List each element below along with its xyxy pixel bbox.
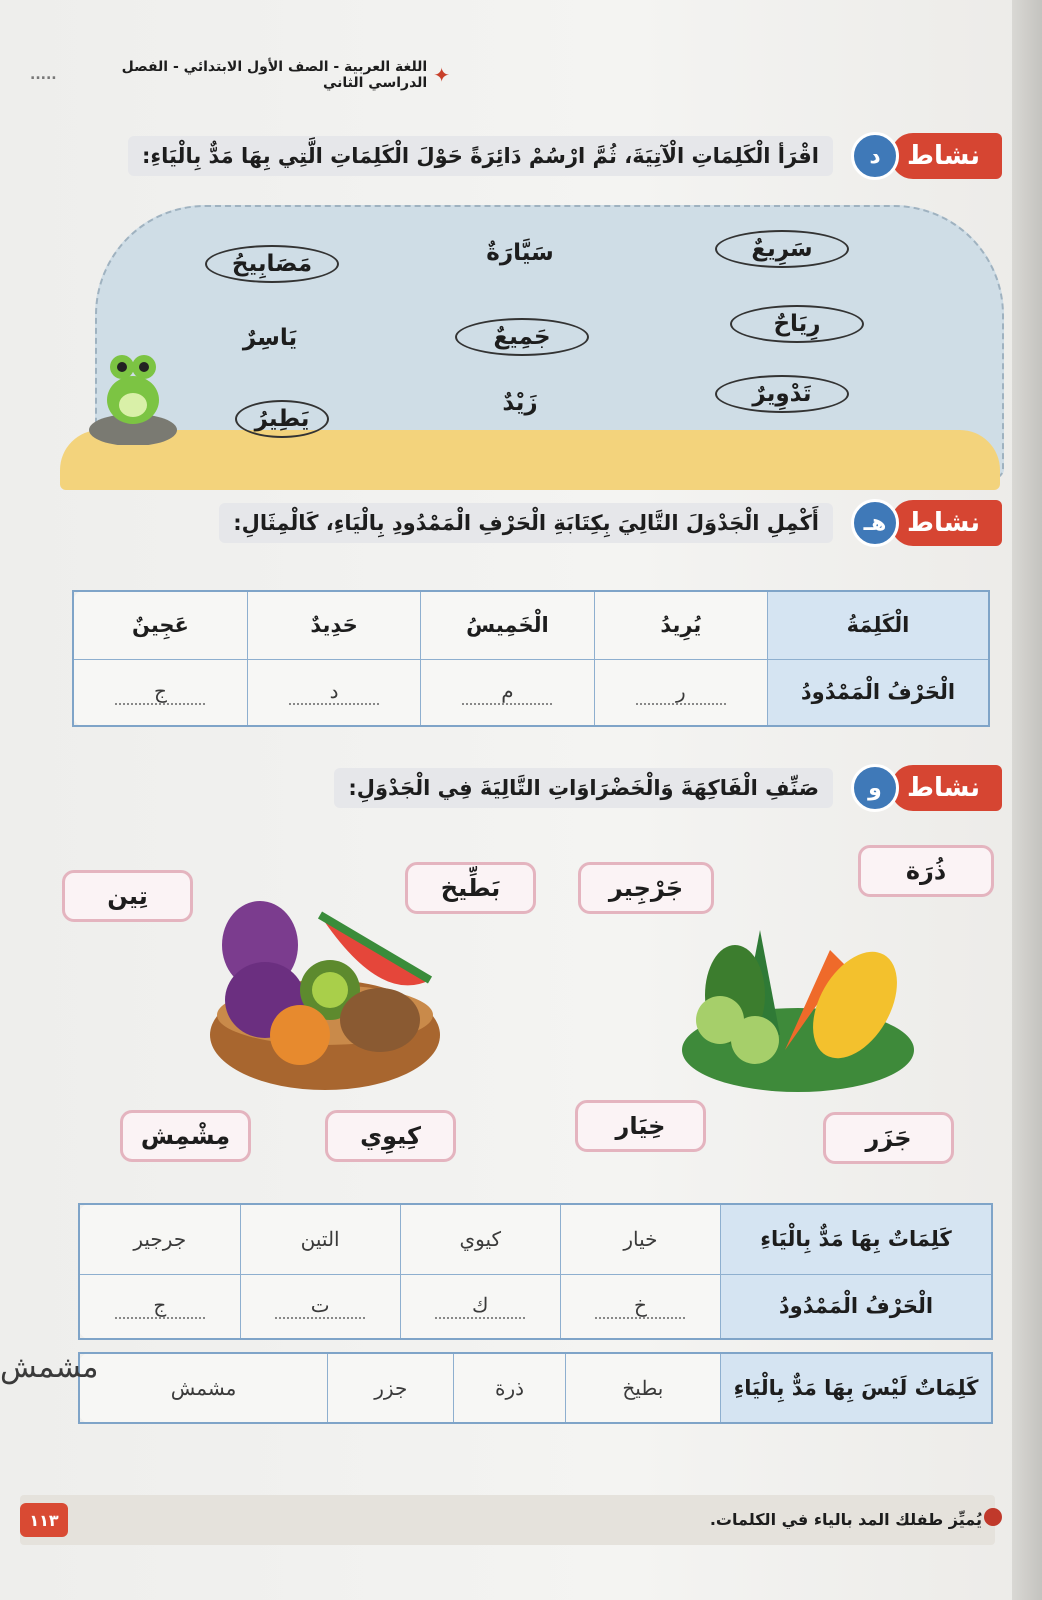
answer-cell-3[interactable] (247, 659, 420, 726)
answer-4: ج (115, 679, 205, 705)
activity-h-badge: نشاط (891, 500, 1002, 546)
answer-cell-2[interactable] (421, 659, 594, 726)
footer-note: يُميِّز طفلك المد بالياء في الكلمات. (709, 1510, 982, 1529)
label-kiwi: كِيوِي (325, 1110, 456, 1162)
row-label-letter: الْحَرْفُ الْمَمْدُودُ (768, 659, 990, 726)
label-khiyar: خِيَار (575, 1100, 706, 1152)
word-cell-2: الْخَمِيسُ (421, 591, 594, 659)
word-3[interactable]: مَصَابِيحُ (205, 245, 339, 283)
fruit-basket-icon (205, 885, 445, 1100)
no-madd-2: ذرة (495, 1376, 525, 1400)
word-2[interactable]: سَيَّارَةٌ (486, 240, 554, 266)
label-thura: ذُرَة (858, 845, 994, 897)
frog-icon (88, 345, 178, 445)
answer-3: د (289, 679, 379, 705)
word-cell-4: عَجِينٌ (73, 591, 247, 659)
word-8[interactable]: زَيْدٌ (502, 390, 538, 416)
ground-strip (60, 430, 1000, 490)
activity-w-badge: نشاط (891, 765, 1002, 811)
word-cell-1: يُرِيدُ (594, 591, 767, 659)
no-madd-1: بطيخ (622, 1376, 664, 1400)
word-9[interactable]: يَطِيرُ (235, 400, 329, 438)
answer-cell-1[interactable] (594, 659, 767, 726)
activity-d-letter: د (851, 132, 899, 180)
activity-h-instruction: أَكْمِلِ الْجَدْوَلَ التَّالِيَ بِكِتَابَةِ الْحَرْفِ الْمَمْدُودِ بِالْيَاءِ، كَالْمِثَالِ: (219, 503, 833, 543)
label-mishmish: مِشْمِش (120, 1110, 251, 1162)
label-jarjeer: جَرْجِير (578, 862, 714, 914)
label-batikh: بَطِّيخ (405, 862, 536, 914)
answer-cell-4[interactable] (73, 659, 247, 726)
letter-3: ت (275, 1293, 365, 1319)
activity-w-heading (334, 760, 1002, 816)
with-madd-2: كيوي (459, 1227, 502, 1252)
row-label-without-madd: كَلِمَاتٌ لَيْسَ بِهَا مَدٌّ بِالْيَاءِ (721, 1353, 993, 1423)
activity-d-instruction: اقْرَأ الْكَلِمَاتِ الْآتِيَةَ، ثُمَّ ارْسُمْ دَائِرَةً حَوْلَ الْكَلِمَاتِ الَّتِي بِهَا مَدٌّ بِالْيَاءِ: (128, 136, 833, 176)
letter-cell-4[interactable] (79, 1274, 240, 1339)
no-madd-cell-4[interactable] (79, 1353, 328, 1423)
word-4[interactable]: رِيَاحٌ (730, 305, 864, 343)
answer-2: م (462, 679, 552, 705)
activity-h-table (72, 590, 990, 727)
header-text: اللغة العربية - الصف الأول الابتدائي - الفصل الدراسي الثاني (121, 59, 428, 91)
activity-d-heading (128, 128, 1002, 184)
row-label-with-madd: كَلِمَاتٌ بِهَا مَدٌّ بِالْيَاءِ (721, 1204, 993, 1274)
with-madd-cell-1[interactable] (560, 1204, 720, 1274)
answer-1: ر (636, 679, 726, 705)
word-7[interactable]: تَدْوِيرٌ (715, 375, 849, 413)
letter-2: ك (435, 1293, 525, 1319)
vegetable-plate-icon (680, 925, 915, 1095)
letter-4: ج (115, 1293, 205, 1319)
no-madd-4: مشمش (170, 1376, 237, 1400)
no-madd-cell-3[interactable] (328, 1353, 454, 1423)
activity-w-instruction: صَنِّفِ الْفَاكِهَةَ وَالْخَضْرَاوَاتِ التَّالِيَةَ فِي الْجَدْوَلِ: (334, 768, 833, 808)
row-label-letter-2: الْحَرْفُ الْمَمْدُودُ (721, 1274, 993, 1339)
activity-d-badge: نشاط (891, 133, 1002, 179)
margin-handwriting: مشمش (0, 1350, 99, 1385)
word-5[interactable]: جَمِيعٌ (455, 318, 589, 356)
classify-table (78, 1203, 993, 1340)
letter-cell-2[interactable] (400, 1274, 560, 1339)
page-spine (1012, 0, 1042, 1600)
with-madd-cell-2[interactable] (400, 1204, 560, 1274)
no-madd-3: جزر (374, 1376, 408, 1400)
book-logo-icon: ✦ (433, 63, 450, 87)
page-header (30, 60, 450, 90)
with-madd-1: خيار (623, 1227, 658, 1252)
letter-cell-3[interactable] (240, 1274, 400, 1339)
page-number: ١١٣ (20, 1503, 68, 1537)
no-madd-cell-2[interactable] (454, 1353, 565, 1423)
with-madd-cell-3[interactable] (240, 1204, 400, 1274)
letter-1: خ (595, 1293, 685, 1319)
word-cell-3: حَدِيدٌ (247, 591, 420, 659)
label-jazar: جَزَر (823, 1112, 954, 1164)
with-madd-4: جرجير (133, 1227, 187, 1252)
with-madd-cell-4[interactable] (79, 1204, 240, 1274)
with-madd-3: التين (300, 1227, 340, 1252)
classify-table-no-madd (78, 1352, 993, 1424)
word-1[interactable]: سَرِيعٌ (715, 230, 849, 268)
label-teen: تِين (62, 870, 193, 922)
activity-h-heading (219, 495, 1002, 551)
activity-h-letter: هـ (851, 499, 899, 547)
letter-cell-1[interactable] (560, 1274, 720, 1339)
header-dots: ..... (30, 67, 57, 83)
word-6[interactable]: يَاسِرٌ (242, 325, 298, 351)
activity-w-letter: و (851, 764, 899, 812)
no-madd-cell-1[interactable] (565, 1353, 720, 1423)
footer-bullet-icon (984, 1508, 1002, 1526)
row-label-word: الْكَلِمَةُ (768, 591, 990, 659)
